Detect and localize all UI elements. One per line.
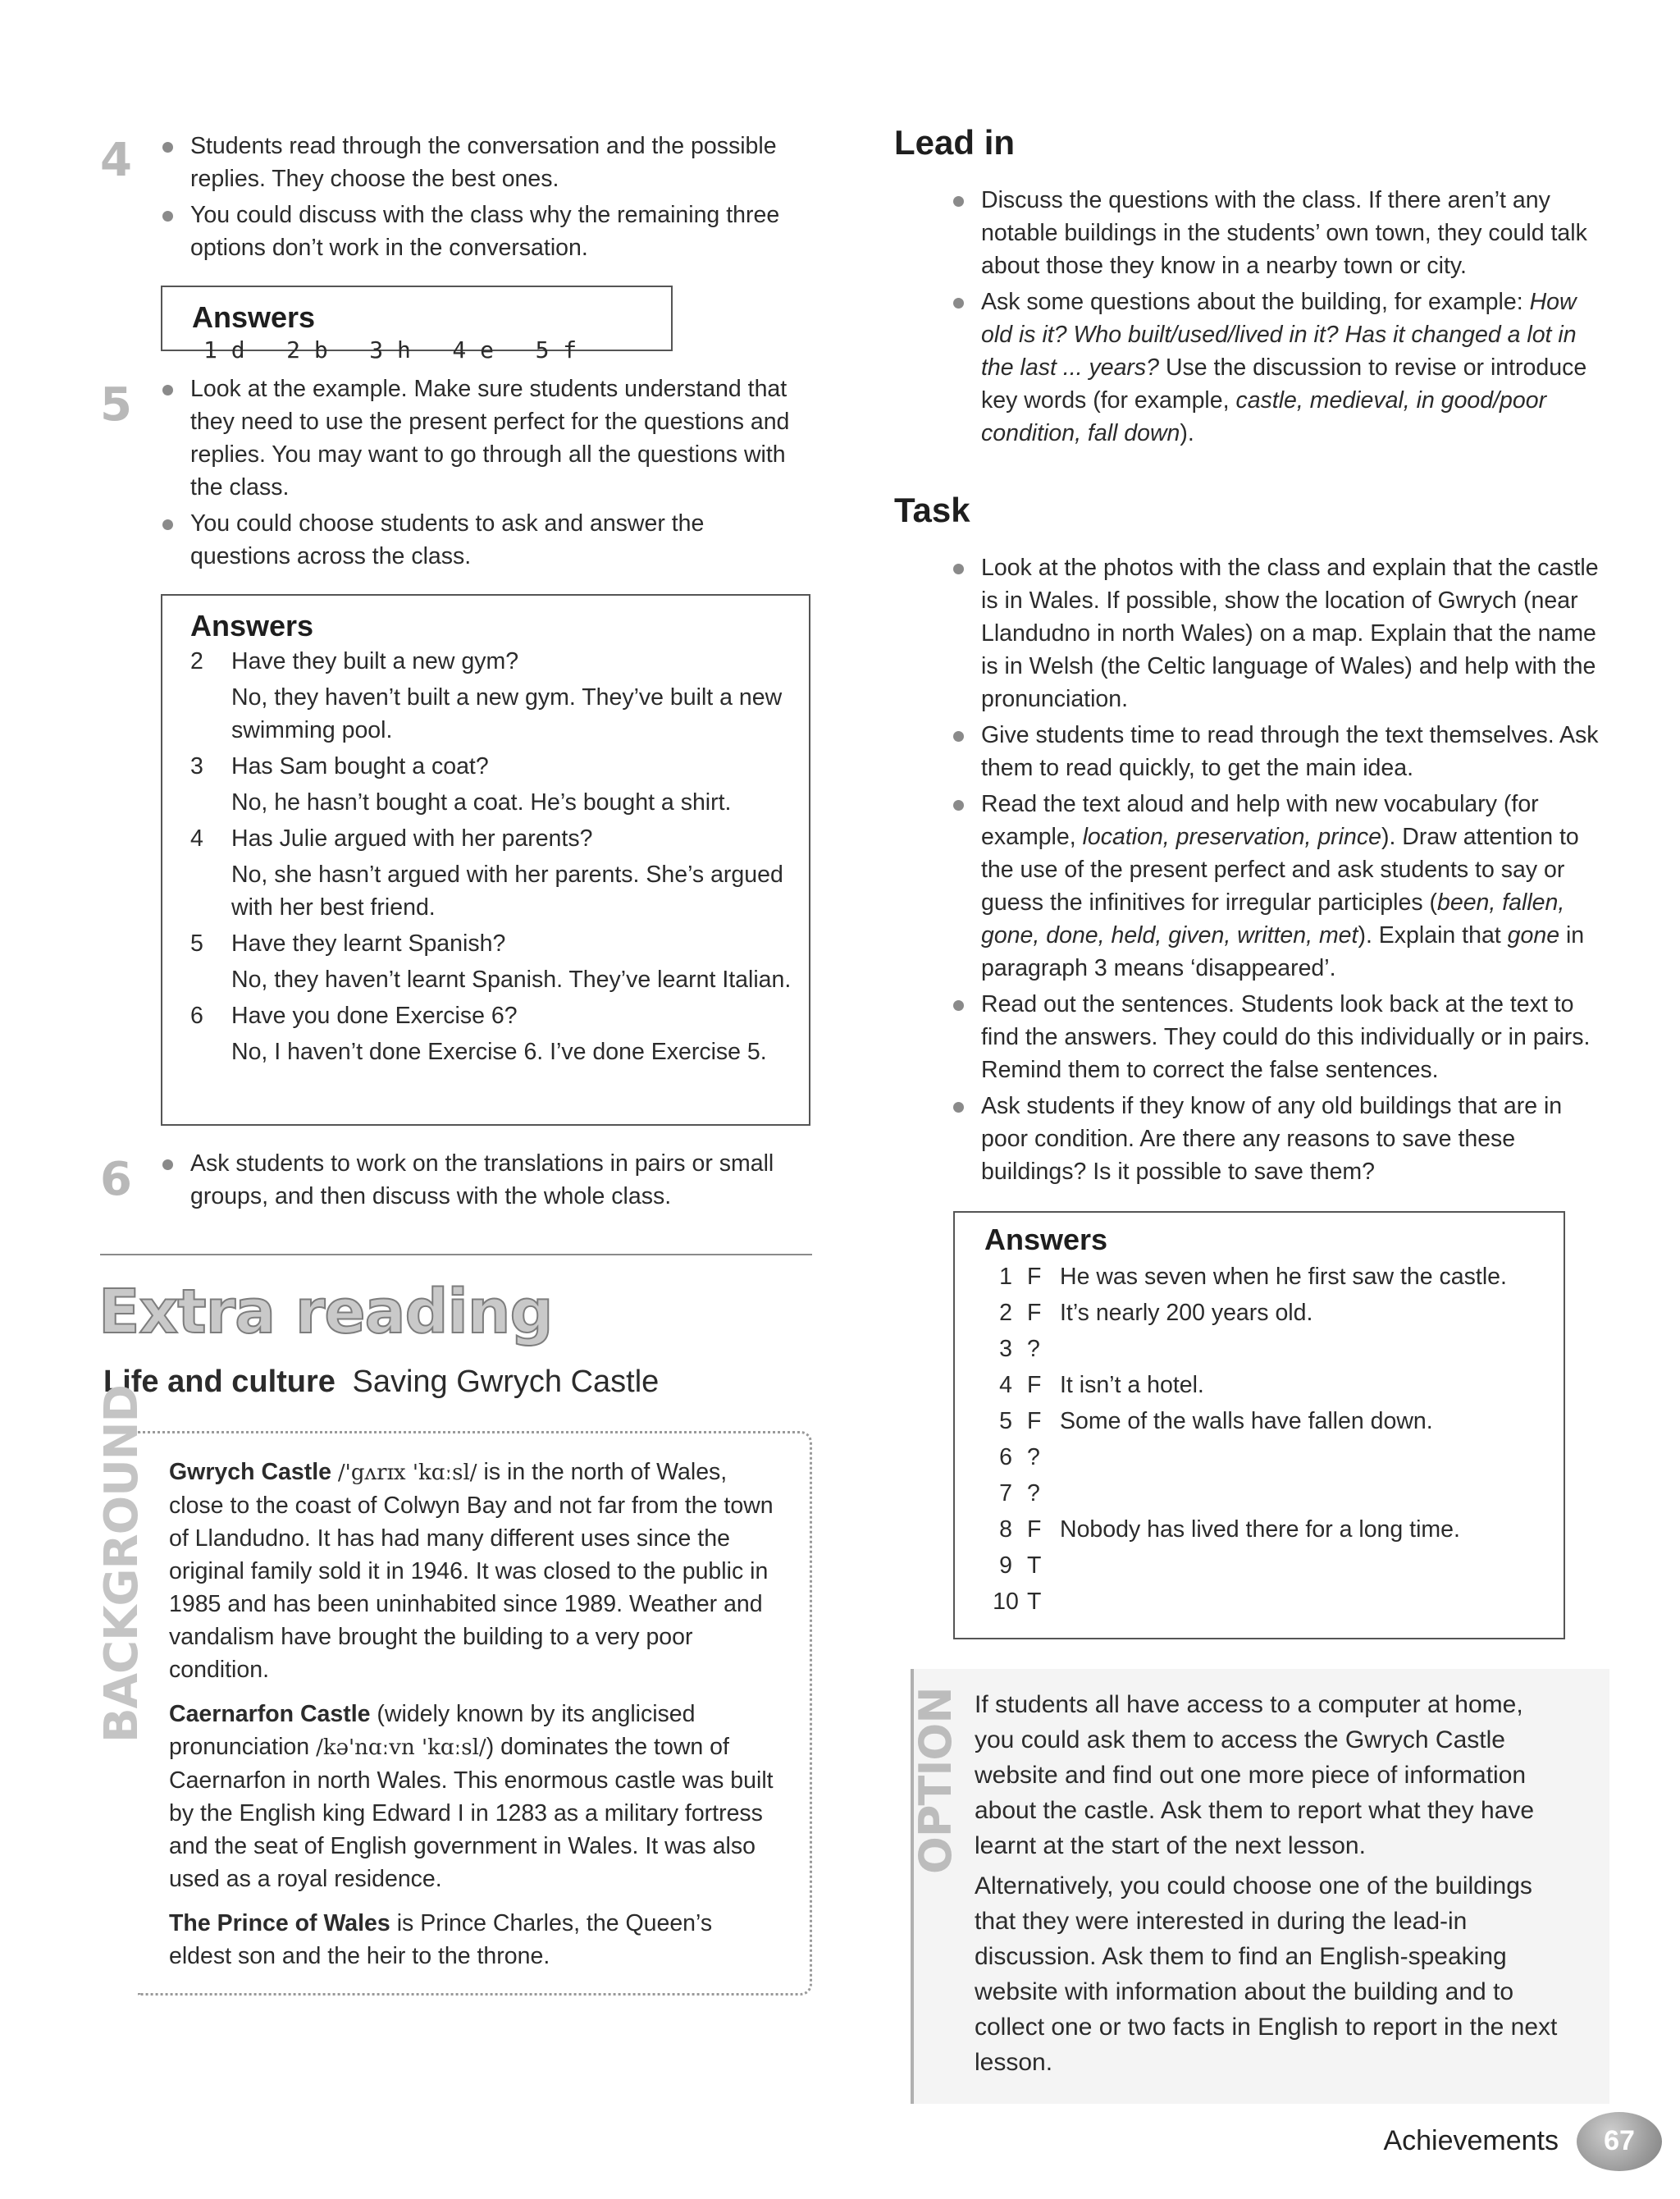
text: ). Draw attention to the use of the present perfect and ask students to say or guess the infinitives for irregular participles ( bbox=[981, 824, 1579, 916]
answer: No, she hasn’t argued with her parents. She’s argued with her best friend. bbox=[231, 862, 783, 921]
answer-text: It’s nearly 200 years old. bbox=[1060, 1300, 1313, 1326]
extra-reading-subtitle bbox=[103, 1360, 659, 1403]
item-number: 3 bbox=[999, 1336, 1012, 1362]
answers-values: 1 d 2 b 3 h 4 e 5 f bbox=[203, 336, 578, 363]
text: Ask some questions about the building, for example: bbox=[981, 289, 1523, 315]
text: (widely known by its anglicised pronunciation bbox=[169, 1701, 696, 1760]
list-item bbox=[984, 1475, 1547, 1511]
question: Has Julie argued with her parents? bbox=[231, 825, 593, 852]
answer-text: It isn’t a hotel. bbox=[1060, 1372, 1204, 1398]
option-text bbox=[975, 1687, 1565, 2080]
term: Gwrych Castle bbox=[169, 1459, 331, 1485]
list-item bbox=[984, 1548, 1547, 1584]
item-number: 6 bbox=[190, 1003, 203, 1029]
text: is in the north of Wales, close to the coast of Colwyn Bay and not far from the town of Llandudno. It has had many different uses since the original family sold it in 1946. It was closed to the public in 1985 and has been uninhabited since 1989. Weather and vandalism have brought the building to a very poor condition. bbox=[169, 1459, 774, 1683]
paragraph bbox=[169, 1907, 781, 1973]
lead-in-heading: Lead in bbox=[894, 123, 1016, 162]
text: ). Explain that bbox=[1358, 922, 1501, 949]
text: Use the discussion to revise or introduce key words (for example, bbox=[981, 354, 1587, 414]
question: Has Sam bought a coat? bbox=[231, 753, 489, 779]
exercise-number-5: 5 bbox=[100, 378, 132, 432]
question: Have they learnt Spanish? bbox=[231, 930, 506, 957]
item-number: 5 bbox=[190, 930, 203, 957]
list-item: Give students time to read through the text themselves. Ask them to read quickly, to get the main idea. bbox=[948, 719, 1609, 784]
list-item bbox=[190, 999, 792, 1068]
exercise-4-notes bbox=[158, 130, 814, 267]
lead-in-notes bbox=[948, 184, 1605, 453]
list-item bbox=[190, 645, 792, 747]
answer-text: Some of the walls have fallen down. bbox=[1060, 1408, 1433, 1434]
word-gone: gone bbox=[1507, 922, 1560, 949]
text: ) dominates the town of Caernarfon in north Wales. This enormous castle was built by the English king Edward I in 1283 as a military fortress and the seat of English government in Wales. It was also used as a royal residence. bbox=[169, 1734, 774, 1892]
task-notes bbox=[948, 551, 1609, 1191]
key-words: castle, medieval, in good/poor condition, fall down bbox=[981, 387, 1547, 446]
phonetic: /kə'nɑːvn 'kɑːsl/ bbox=[316, 1735, 486, 1760]
list-item: You could discuss with the class why the remaining three options don’t work in the conversation. bbox=[158, 199, 814, 264]
extra-reading-title: Extra reading bbox=[98, 1277, 553, 1347]
task-heading: Task bbox=[894, 491, 970, 529]
exercise-6-notes bbox=[158, 1147, 814, 1216]
example-questions: How old is it? Who built/used/lived in it? Has it changed a lot in the last ... years? bbox=[981, 289, 1577, 381]
item-number: 1 bbox=[999, 1264, 1012, 1290]
true-false: T bbox=[1027, 1552, 1042, 1579]
list-item bbox=[190, 822, 792, 924]
true-false: F bbox=[1027, 1408, 1042, 1434]
true-false: F bbox=[1027, 1372, 1042, 1398]
answers-label: Answers bbox=[190, 609, 314, 642]
list-item bbox=[190, 927, 792, 996]
item-number: 8 bbox=[999, 1516, 1012, 1543]
participles: been, fallen, gone, done, held, given, written, met bbox=[981, 889, 1565, 949]
answer: No, they haven’t built a new gym. They’ve built a new swimming pool. bbox=[231, 684, 783, 743]
item-number: 10 bbox=[993, 1589, 1019, 1615]
item-number: 2 bbox=[190, 648, 203, 674]
answers-box-ex5 bbox=[161, 594, 810, 1126]
item-number: 4 bbox=[999, 1372, 1012, 1398]
item-number: 2 bbox=[999, 1300, 1012, 1326]
exercise-number-4: 4 bbox=[100, 134, 132, 187]
list-item: Ask students if they know of any old buildings that are in poor condition. Are there any reasons to save these buildings? Is it possible to save them? bbox=[948, 1090, 1609, 1188]
list-item bbox=[948, 788, 1609, 985]
text: in paragraph 3 means ‘disappeared’. bbox=[981, 922, 1585, 981]
paragraph: Alternatively, you could choose one of the buildings that they were interested in during the lead-in discussion. Ask them to find an English-speaking website with information about the building and to collect one or two facts in English to report in the next lesson. bbox=[975, 1872, 1558, 2076]
answers-box-task bbox=[953, 1211, 1565, 1639]
list-item bbox=[984, 1367, 1547, 1403]
term: The Prince of Wales bbox=[169, 1910, 390, 1936]
exercise-number-6: 6 bbox=[100, 1153, 132, 1206]
answers-label: Answers bbox=[192, 300, 316, 334]
vocabulary: location, preservation, prince bbox=[1082, 824, 1381, 850]
term: Caernarfon Castle bbox=[169, 1701, 371, 1727]
paragraph bbox=[169, 1698, 781, 1895]
true-false: F bbox=[1027, 1516, 1042, 1543]
item-number: 4 bbox=[190, 825, 203, 852]
answers-list bbox=[984, 1259, 1547, 1620]
section-name: Achievements bbox=[1383, 2125, 1559, 2156]
list-item: Discuss the questions with the class. If there aren’t any notable buildings in the students’ own town, they could talk about those they know in a nearby town or city. bbox=[948, 184, 1605, 282]
subtitle-bold: Life and culture bbox=[103, 1365, 336, 1399]
answer: No, they haven’t learnt Spanish. They’ve learnt Italian. bbox=[231, 967, 792, 993]
list-item bbox=[984, 1439, 1547, 1475]
true-false: ? bbox=[1027, 1336, 1040, 1362]
answers-box-ex4 bbox=[161, 286, 673, 363]
paragraph bbox=[169, 1456, 781, 1686]
section-divider bbox=[100, 1254, 812, 1255]
item-number: 3 bbox=[190, 753, 203, 779]
question: Have they built a new gym? bbox=[231, 648, 519, 674]
answers-list bbox=[190, 645, 792, 1068]
true-false: T bbox=[1027, 1589, 1042, 1615]
page-number-badge bbox=[1577, 2112, 1662, 2171]
item-number: 5 bbox=[999, 1408, 1012, 1434]
answer: No, I haven’t done Exercise 6. I’ve done Exercise 5. bbox=[231, 1039, 767, 1065]
paragraph: If students all have access to a computer at home, you could ask them to access the Gwrych Castle website and find out one more piece of information about the castle. Ask them to report what they have learnt at the start of the next lesson. bbox=[975, 1691, 1535, 1859]
true-false: F bbox=[1027, 1264, 1042, 1290]
list-item: Look at the example. Make sure students understand that they need to use the present perfect for the questions and replies. You may want to go through all the questions with the class. bbox=[158, 373, 794, 504]
answer-text: He was seven when he first saw the castle. bbox=[1060, 1264, 1507, 1290]
phonetic: /'gʌrɪx 'kɑːsl/ bbox=[337, 1461, 477, 1485]
list-item: Look at the photos with the class and explain that the castle is in Wales. If possible, show the location of Gwrych (near Llandudno in north Wales) on a map. Explain that the name is in Welsh (the Celtic language of Wales) and help with the pronunciation. bbox=[948, 551, 1609, 715]
list-item bbox=[948, 286, 1605, 450]
true-false: ? bbox=[1027, 1480, 1040, 1506]
subtitle-rest: Saving Gwrych Castle bbox=[352, 1365, 660, 1399]
list-item bbox=[984, 1511, 1547, 1548]
background-text bbox=[169, 1456, 781, 1973]
background-label: BACKGROUND bbox=[95, 1384, 148, 1743]
answers-label: Answers bbox=[984, 1223, 1108, 1256]
answer-text: Nobody has lived there for a long time. bbox=[1060, 1516, 1460, 1543]
list-item bbox=[984, 1259, 1547, 1295]
true-false: F bbox=[1027, 1300, 1042, 1326]
text: ). bbox=[1180, 420, 1194, 446]
text: is Prince Charles, the Queen’s eldest son and the heir to the throne. bbox=[169, 1910, 713, 1969]
list-item: You could choose students to ask and answer the questions across the class. bbox=[158, 507, 794, 573]
list-item bbox=[984, 1331, 1547, 1367]
text: Read the text aloud and help with new vocabulary (for example, bbox=[981, 791, 1539, 850]
list-item: Students read through the conversation and the possible replies. They choose the best ones. bbox=[158, 130, 814, 195]
item-number: 6 bbox=[999, 1444, 1012, 1470]
exercise-5-notes bbox=[158, 373, 794, 576]
list-item bbox=[984, 1295, 1547, 1331]
answer: No, he hasn’t bought a coat. He’s bought a shirt. bbox=[231, 789, 732, 816]
list-item bbox=[190, 750, 792, 819]
list-item bbox=[984, 1403, 1547, 1439]
list-item: Read out the sentences. Students look back at the text to find the answers. They could do this individually or in pairs. Remind them to correct the false sentences. bbox=[948, 988, 1609, 1086]
list-item: Ask students to work on the translations in pairs or small groups, and then discuss with the whole class. bbox=[158, 1147, 814, 1213]
list-item bbox=[984, 1584, 1547, 1620]
option-label: OPTION bbox=[910, 1687, 961, 1874]
page-number: 67 bbox=[1604, 2125, 1635, 2156]
question: Have you done Exercise 6? bbox=[231, 1003, 518, 1029]
item-number: 9 bbox=[999, 1552, 1012, 1579]
true-false: ? bbox=[1027, 1444, 1040, 1470]
item-number: 7 bbox=[999, 1480, 1012, 1506]
